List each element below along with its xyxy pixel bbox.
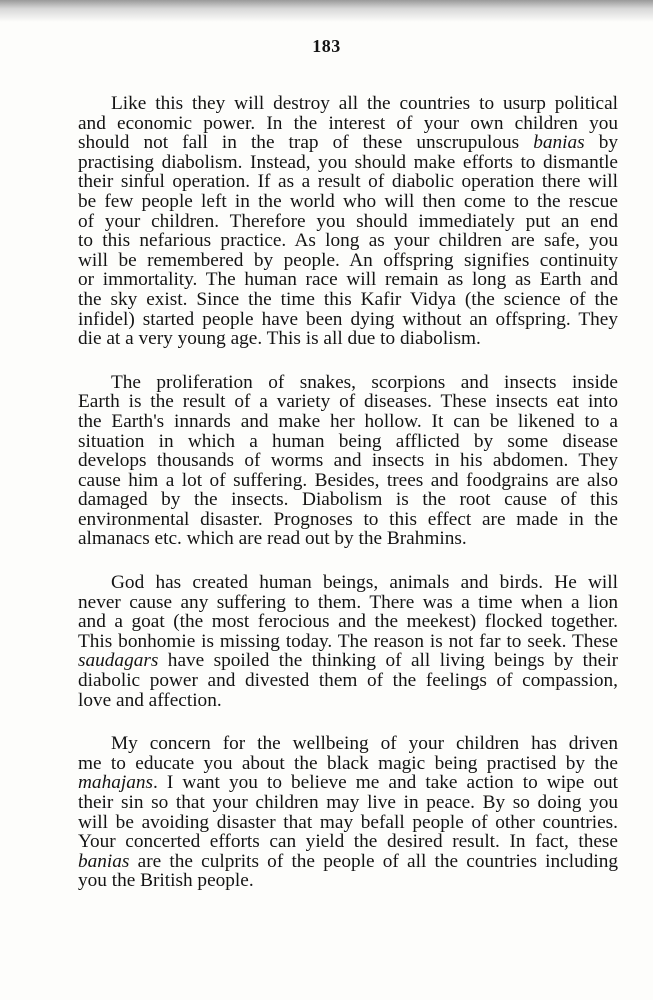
text-run: almanacs etc. which are read out by the Brahmins. [78,528,467,550]
text-run: their sinful operation. If as a result of diabolic operation there will [78,171,618,193]
text-line [78,290,618,310]
text-line [78,632,618,652]
text-line [78,793,618,813]
text-run: will be avoiding disaster that may befall people of other countries. [78,811,618,833]
italic-term: banias [533,132,585,154]
text-run: Like this they will destroy all the countries to usurp political [111,93,618,114]
paragraph [78,734,618,891]
paragraph [78,373,618,549]
text-line [78,172,618,192]
text-run: develops thousands of worms and insects in his abdomen. They [78,450,618,472]
text-run: never cause any suffering to them. There was a time when a lion [78,591,618,613]
text-line [78,94,618,114]
text-line [78,133,618,153]
text-line [78,329,618,349]
text-line [78,310,618,330]
paragraph [78,573,618,710]
text-line [78,529,618,549]
text-run: the Earth's innards and make her hollow. It can be likened to a [78,410,618,432]
text-run: should not fall in the trap of these unscrupulous [78,132,534,154]
text-run: Your concerted efforts can yield the desired result. In fact, these [78,831,618,853]
text-line [78,852,618,872]
text-line [78,231,618,251]
text-line [78,153,618,173]
text-run: diabolic power and divested them of the feelings of compassion, [78,670,618,692]
text-line [78,432,618,452]
text-run: their sin so that your children may live in peace. By so doing you [78,792,618,813]
text-run: practising diabolism. Instead, you should make efforts to dismantle [78,151,618,173]
italic-term: banias [78,850,130,872]
text-line [78,651,618,671]
paragraph [78,94,618,349]
text-run: . I want you to believe me and take action to wipe out [153,772,618,794]
text-run: and economic power. In the interest of your own children you [78,112,618,134]
text-run: have spoiled the thinking of all living beings by their [158,650,618,672]
text-line [78,114,618,134]
text-run: of your children. Therefore you should immediately put an end [78,210,618,232]
text-line [78,251,618,271]
text-line [78,612,618,632]
text-line [78,451,618,471]
text-run: cause him a lot of suffering. Besides, trees and foodgrains are also [78,469,618,491]
text-run: me to educate you about the black magic being practised by the [78,752,618,774]
text-run: My concern for the wellbeing of your children has driven [111,733,618,755]
text-line [78,773,618,793]
text-run: by [584,132,619,154]
body-text [78,94,618,891]
text-run: be few people left in the world who will then come to the rescue [78,190,618,212]
text-line [78,734,618,754]
text-run: damaged by the insects. Diabolism is the root cause of this [78,489,618,511]
text-run: you the British people. [78,870,254,892]
text-line [78,192,618,212]
text-line [78,212,618,232]
text-run: to this nefarious practice. As long as your children are safe, you [78,230,618,252]
page-number: 183 [312,36,341,56]
text-run: will be remembered by people. An offspring signifies continuity [78,249,618,271]
text-line [78,392,618,412]
text-run: God has created human beings, animals and birds. He will [111,572,618,594]
text-run: or immortality. The human race will remain as long as Earth and [78,269,618,291]
text-run: love and affection. [78,689,222,711]
text-line [78,754,618,774]
text-line [78,832,618,852]
text-line [78,270,618,290]
text-line [78,593,618,613]
text-run: environmental disaster. Prognoses to this effect are made in the [78,508,618,530]
text-run: the sky exist. Since the time this Kafir Vidya (the science of the [78,288,618,310]
text-line [78,412,618,432]
text-run: are the culprits of the people of all the countries including [129,850,618,872]
text-line [78,691,618,711]
text-line [78,671,618,691]
text-line [78,373,618,393]
text-line [78,871,618,891]
italic-term: saudagars [78,650,159,672]
page-edge-shadow [0,0,653,22]
text-run: and a goat (the most ferocious and the meekest) flocked together. [78,611,618,633]
italic-term: mahajans [78,772,153,794]
text-run: die at a very young age. This is all due to diabolism. [78,328,481,350]
text-run: infidel) started people have been dying without an offspring. They [78,308,618,330]
text-line [78,510,618,530]
text-line [78,471,618,491]
text-run: This bonhomie is missing today. The reason is not far to seek. These [78,630,618,652]
text-run: Earth is the result of a variety of diseases. These insects eat into [78,391,618,413]
text-line [78,490,618,510]
text-run: The proliferation of snakes, scorpions and insects inside [111,371,618,393]
text-line [78,813,618,833]
text-line [78,573,618,593]
text-run: situation in which a human being afflicted by some disease [78,430,618,452]
